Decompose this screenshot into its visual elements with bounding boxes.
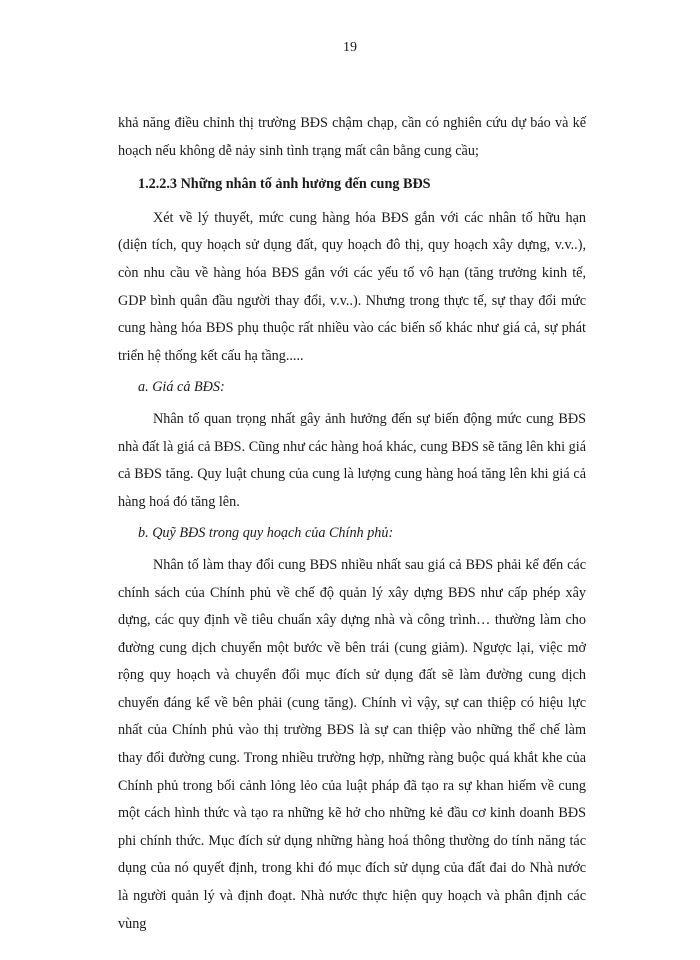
subheading-price: a. Giá cả BĐS: [138,379,225,396]
document-body [118,110,586,938]
page-number: 19 [343,40,357,55]
subheading-government-planning: b. Quỹ BĐS trong quy hoạch của Chính phủ: [138,525,394,542]
paragraph-supply-theory: Xét về lý thuyết, mức cung hàng hóa BĐS gắn với các nhân tố hữu hạn (diện tích, quy hoạch sử dụng đất, quy hoạch đô thị, quy hoạch xây dựng, v.v..), còn nhu cầu về hàng hóa BĐS gắn với các yếu tố vô hạn (tăng trưởng kinh tế, GDP bình quân đầu người thay đổi, v.v..). Nhưng trong thực tế, sự thay đổi mức cung hàng hóa BĐS phụ thuộc rất nhiều vào các biến số khác như giá cả, sự phát triển hệ thống kết cấu hạ tầng..... [118,209,586,364]
paragraph-government-planning: Nhân tố làm thay đổi cung BĐS nhiều nhất sau giá cả BĐS phải kể đến các chính sách của Chính phủ về chế độ quản lý xây dựng BĐS như cấp phép xây dựng, các quy định về tiêu chuẩn xây dựng nhà và công trình… thường làm cho đường cung dịch chuyển một bước về bên trái (cung giảm). Ngược lại, việc mở rộng quy hoạch và chuyển đổi mục đích sử dụng đất sẽ làm đường cung dịch chuyển đáng kể về bên phải (cung tăng). Chính vì vậy, sự can thiệp có hiệu lực nhất của Chính phủ vào thị trường BĐS là sự can thiệp vào những thể chế làm thay đổi đường cung. Trong nhiều trường hợp, những ràng buộc quá khắt khe của Chính phủ trong bối cảnh lỏng lẻo của luật pháp đã tạo ra sự khan hiếm về cung một cách hình thức và tạo ra những kẽ hở cho những kẻ đầu cơ kinh doanh BĐS phi chính thức. Mục đích sử dụng những hàng hoá thông thường do tính năng tác dụng của nó quyết định, trong khi đó mục đích sử dụng của đất đai do Nhà nước là người quản lý và định đoạt. Nhà nước thực hiện quy hoạch và phân định các vùng [118,556,586,932]
paragraph-continuation: khả năng điều chỉnh thị trường BĐS chậm chạp, cần có nghiên cứu dự báo và kế hoạch nếu không dễ nảy sinh tình trạng mất cân bằng cung cầu; [118,115,586,159]
paragraph-price: Nhân tố quan trọng nhất gây ảnh hưởng đến sự biến động mức cung BĐS nhà đất là giá cả BĐS. Cũng như các hàng hoá khác, cung BĐS sẽ tăng lên khi giá cả BĐS tăng. Quy luật chung của cung là lượng cung hàng hoá tăng lên khi giá cả hàng hoá đó tăng lên. [118,410,586,510]
section-heading: 1.2.2.3 Những nhân tố ảnh hưởng đến cung BĐS [138,176,431,193]
